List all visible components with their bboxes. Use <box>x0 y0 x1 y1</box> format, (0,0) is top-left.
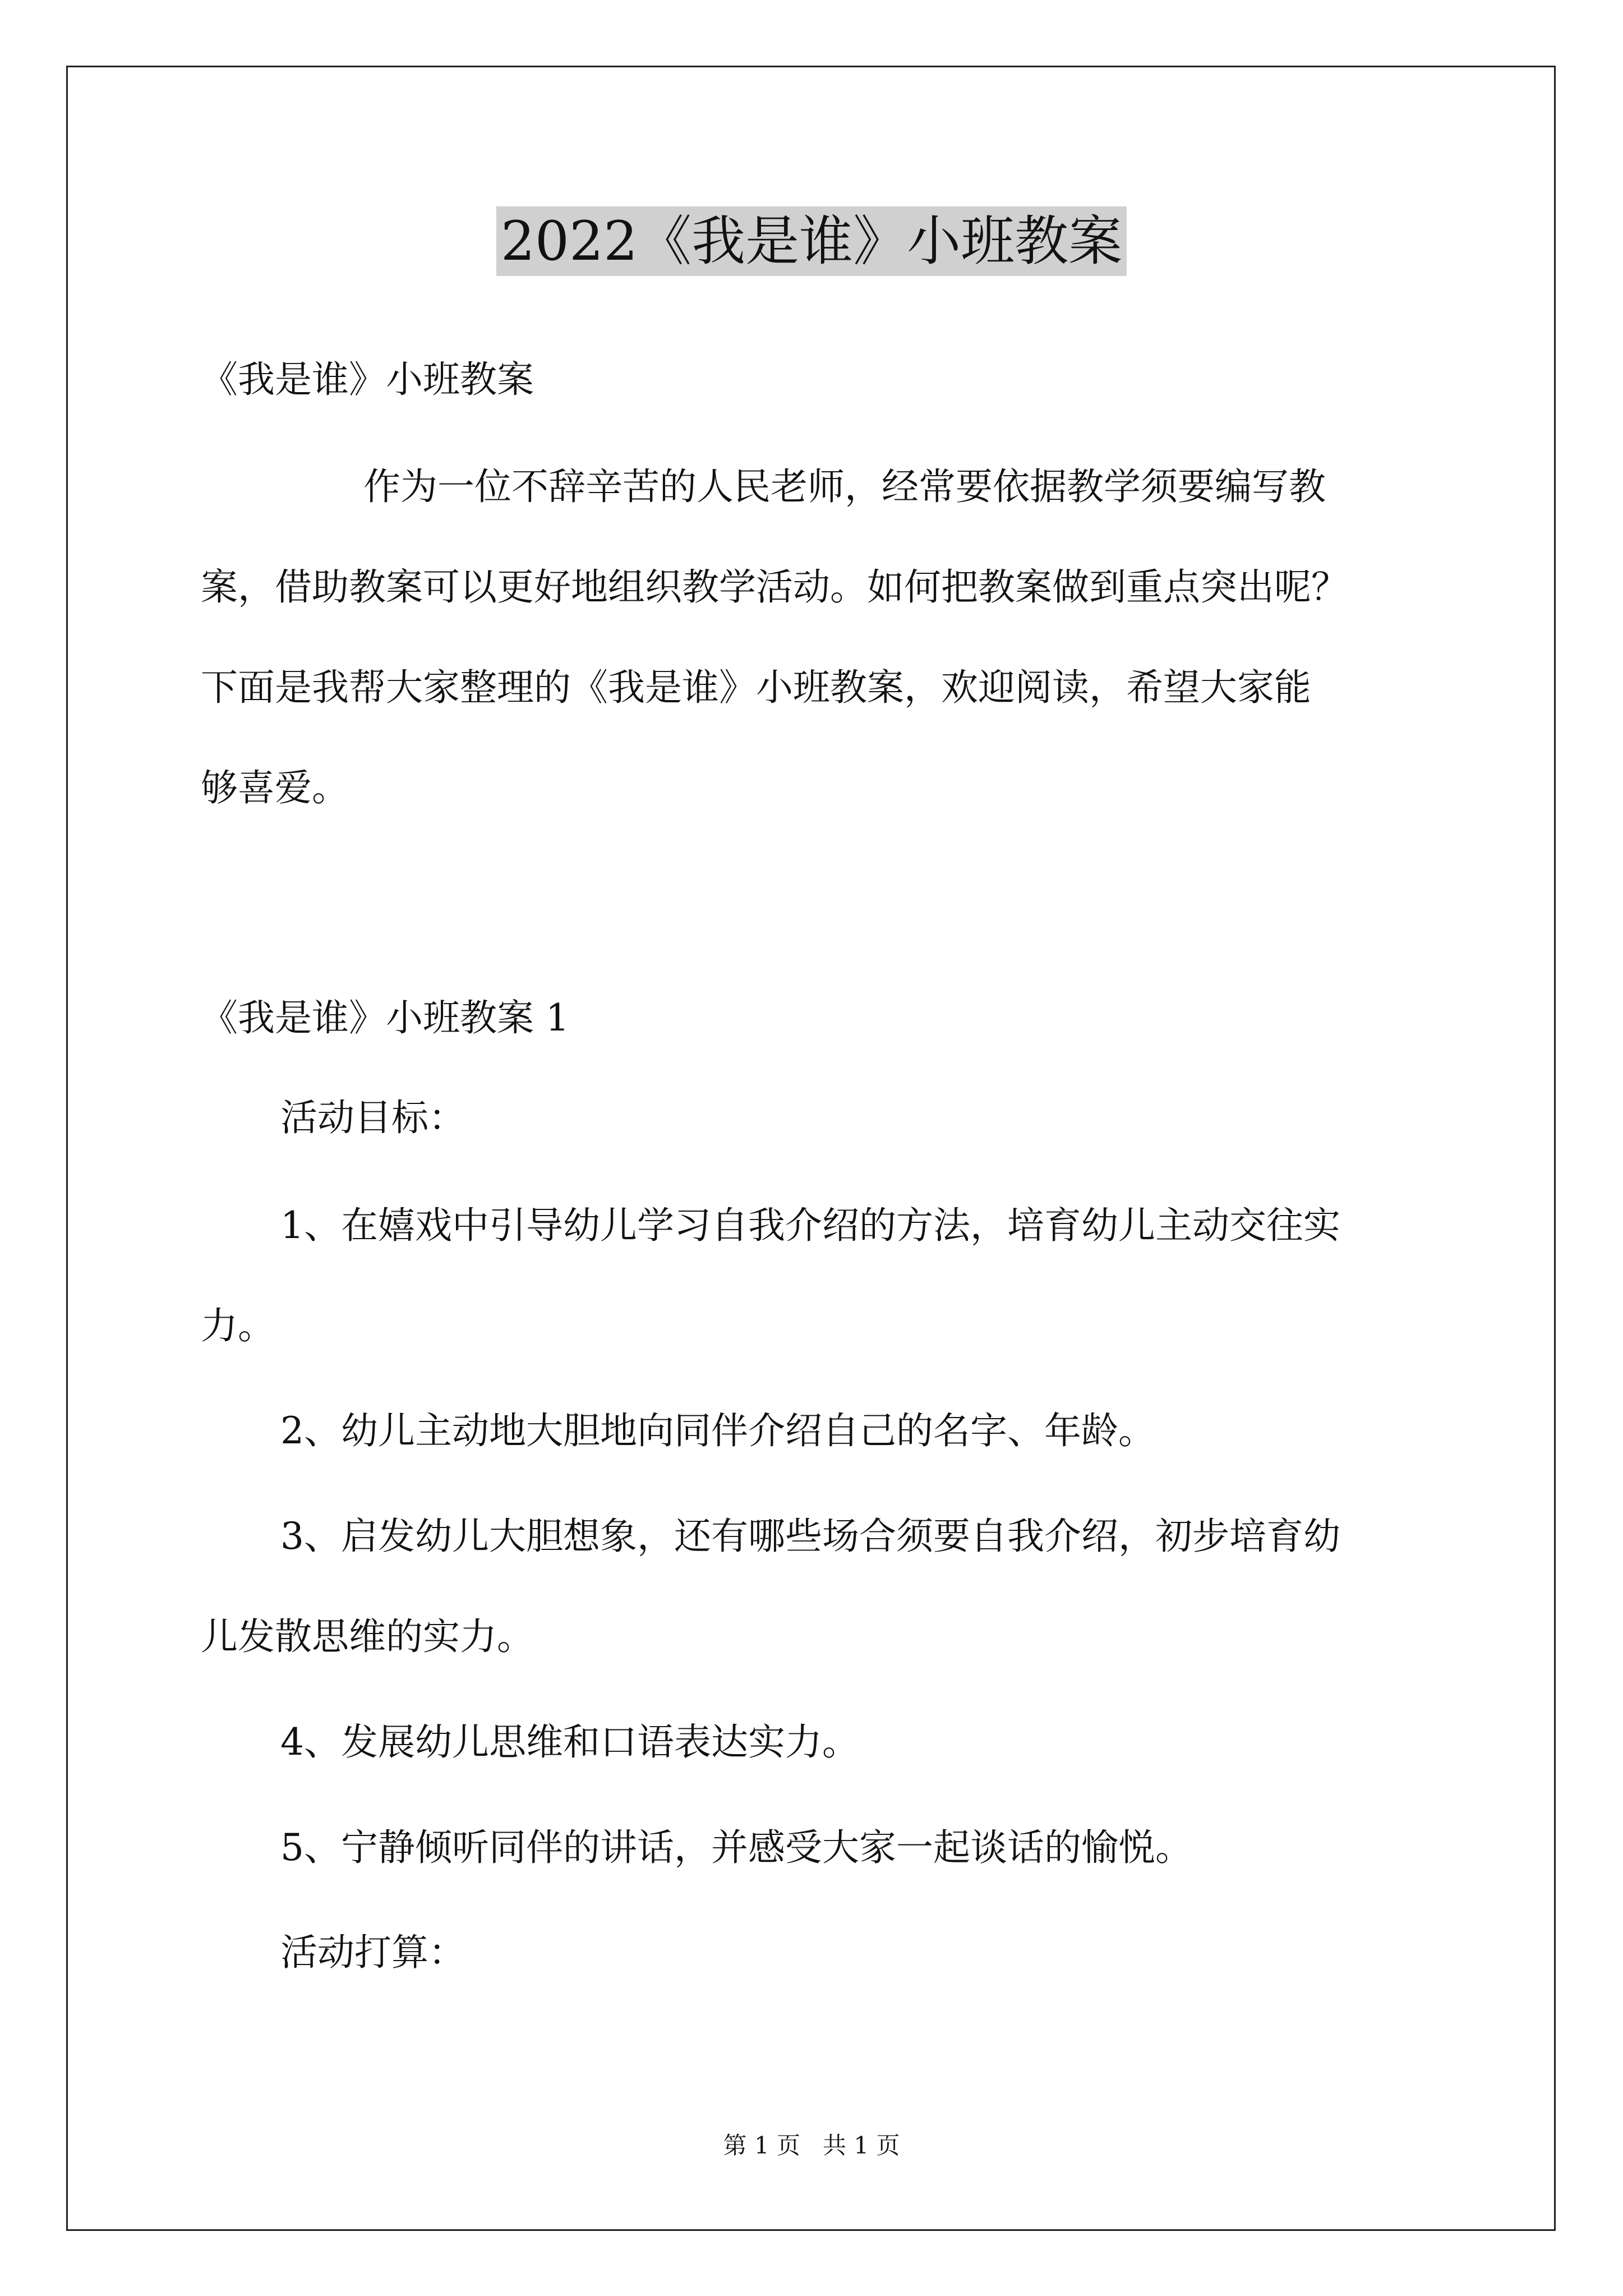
document-title <box>0 202 1623 280</box>
goal-line: 力。 <box>201 1304 275 1347</box>
goal-line: 3、启发幼儿大胆想象，还有哪些场合须要自我介绍，初步培育幼 <box>280 1515 1340 1558</box>
document-title-text: 2022《我是谁》小班教案 <box>496 206 1127 276</box>
page-footer: 第 1 页 共 1 页 <box>723 2132 900 2159</box>
intro-line: 作为一位不辞辛苦的人民老师，经常要依据教学须要编写教 <box>363 465 1326 508</box>
goal-line: 2、幼儿主动地大胆地向同伴介绍自己的名字、年龄。 <box>280 1409 1155 1452</box>
goal-line: 儿发散思维的实力。 <box>201 1615 534 1658</box>
goal-line: 1、在嬉戏中引导幼儿学习自我介绍的方法，培育幼儿主动交往实 <box>280 1204 1340 1247</box>
intro-line: 案，借助教案可以更好地组织教学活动。如何把教案做到重点突出呢？ <box>201 565 1348 609</box>
subtitle: 《我是谁》小班教案 <box>201 358 534 401</box>
goal-line: 4、发展幼儿思维和口语表达实力。 <box>280 1720 859 1764</box>
goals-label: 活动目标： <box>280 1096 465 1139</box>
section-heading: 《我是谁》小班教案 1 <box>201 996 569 1039</box>
intro-line: 够喜爱。 <box>201 766 349 809</box>
prep-label: 活动打算： <box>280 1931 465 1974</box>
intro-line: 下面是我帮大家整理的《我是谁》小班教案，欢迎阅读，希望大家能 <box>201 666 1311 709</box>
goal-line: 5、宁静倾听同伴的讲话，并感受大家一起谈话的愉悦。 <box>280 1826 1192 1869</box>
